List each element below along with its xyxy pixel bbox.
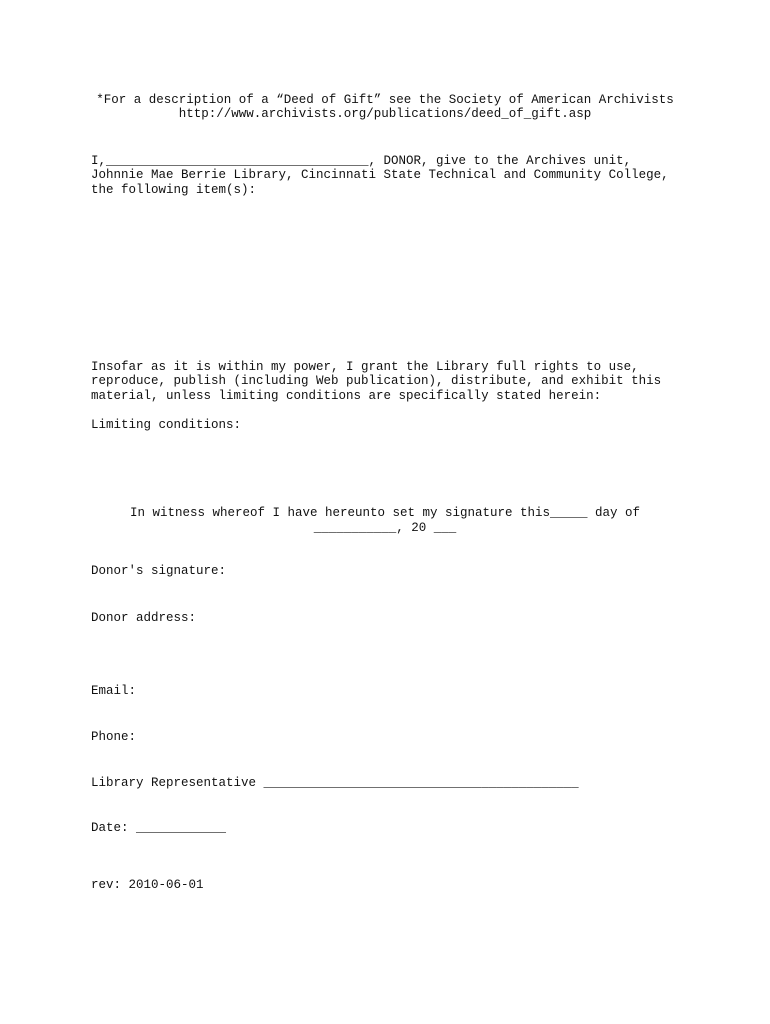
rights-line-2: reproduce, publish (including Web publication), distribute, and exhibit this — [91, 374, 662, 388]
rights-line-3: material, unless limiting conditions are specifically stated herein: — [91, 389, 602, 403]
donor-signature-label: Donor's signature: — [91, 564, 227, 578]
witness-line-1: In witness whereof I have hereunto set my signature this_____ day of — [129, 506, 641, 520]
revision-date: rev: 2010-06-01 — [91, 878, 204, 892]
rights-line-1: Insofar as it is within my power, I grant the Library full rights to use, — [91, 360, 639, 374]
donation-line-3: the following item(s): — [91, 183, 257, 197]
phone-label: Phone: — [91, 730, 137, 744]
email-label: Email: — [91, 684, 137, 698]
donation-line-2: Johnnie Mae Berrie Library, Cincinnati State Technical and Community College, — [91, 168, 669, 182]
limiting-conditions-label: Limiting conditions: — [91, 418, 242, 432]
header-description: *For a description of a “Deed of Gift” see the Society of American Archivists — [96, 93, 674, 107]
header-url: http://www.archivists.org/publications/deed_of_gift.asp — [178, 107, 592, 121]
library-representative-field: Library Representative __________________________________________ — [91, 776, 579, 790]
donor-address-label: Donor address: — [91, 611, 197, 625]
date-field: Date: ____________ — [91, 821, 227, 835]
witness-line-2: ___________, 20 ___ — [313, 521, 457, 535]
donation-line-1: I,___________________________________, DONOR, give to the Archives unit, — [91, 154, 632, 168]
